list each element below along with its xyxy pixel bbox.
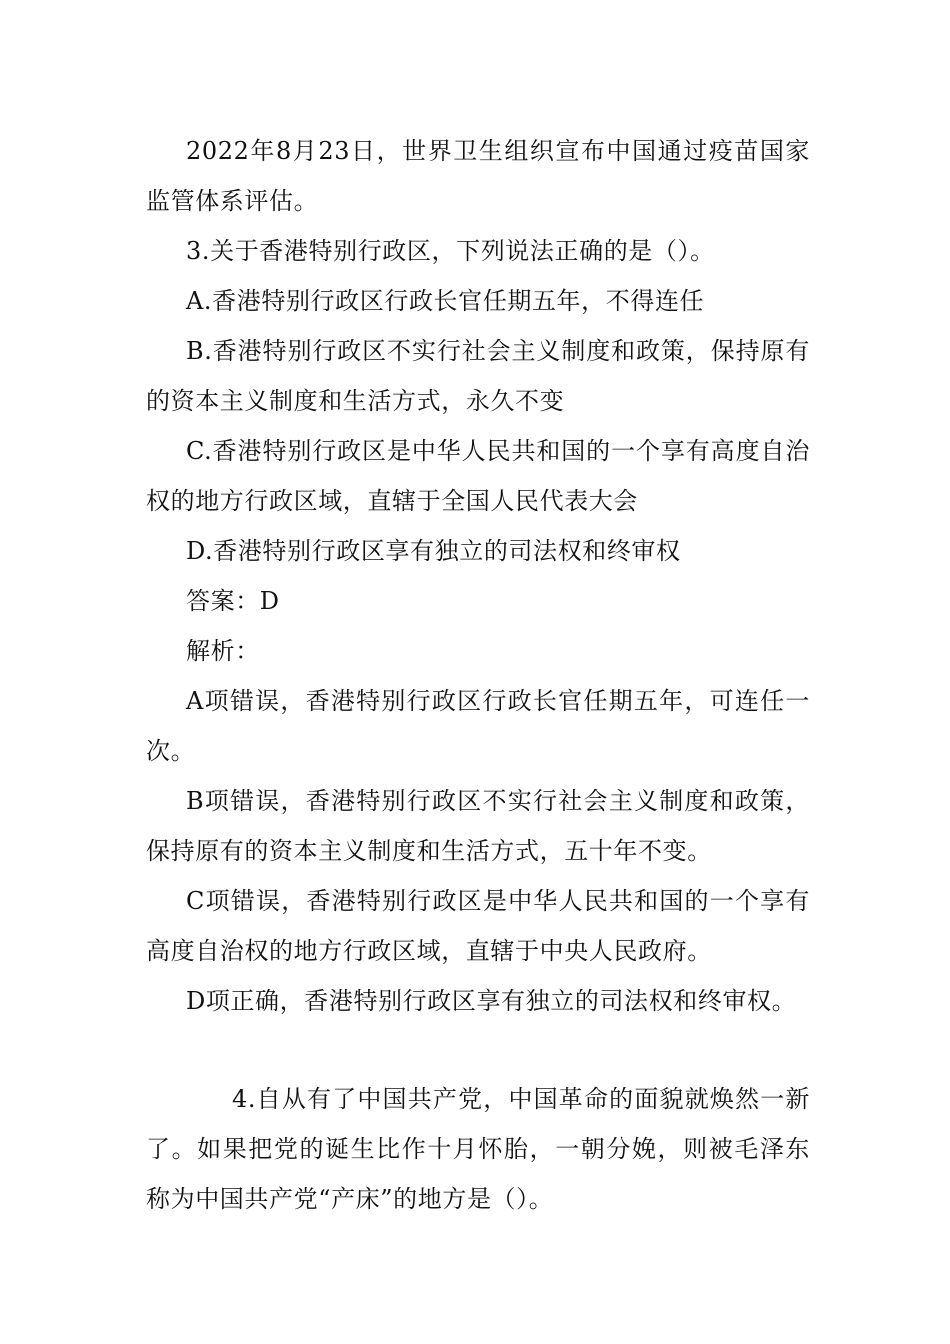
question-3-option-b: B.香港特别行政区不实行社会主义制度和政策，保持原有的资本主义制度和生活方式，永久不变 <box>146 337 810 415</box>
question-3-option-c: C.香港特别行政区是中华人民共和国的一个享有高度自治权的地方行政区域，直辖于全国人民代表大会 <box>146 437 810 515</box>
analysis-d: D项正确，香港特别行政区享有独立的司法权和终审权。 <box>186 987 797 1015</box>
analysis-c: C项错误，香港特别行政区是中华人民共和国的一个享有高度自治权的地方行政区域，直辖于中央人民政府。 <box>146 887 810 965</box>
question-3-option-a: A.香港特别行政区行政长官任期五年，不得连任 <box>186 287 705 315</box>
analysis-b: B项错误，香港特别行政区不实行社会主义制度和政策，保持原有的资本主义制度和生活方式，五十年不变。 <box>146 787 810 865</box>
question-4-stem: 4.自从有了中国共产党，中国革命的面貌就焕然一新了。如果把党的诞生比作十月怀胎，一朝分娩，则被毛泽东称为中国共产党“产床”的地方是（）。 <box>146 1085 810 1213</box>
question-3-option-d: D.香港特别行政区享有独立的司法权和终审权 <box>186 537 681 565</box>
answer-line: 答案：D <box>186 587 280 615</box>
question-3-stem: 3.关于香港特别行政区，下列说法正确的是（）。 <box>186 237 715 265</box>
analysis-heading: 解析： <box>186 637 260 665</box>
analysis-a: A项错误，香港特别行政区行政长官任期五年，可连任一次。 <box>146 687 810 765</box>
paragraph-vaccine-assessment: 2022年8月23日，世界卫生组织宣布中国通过疫苗国家监管体系评估。 <box>146 137 810 215</box>
